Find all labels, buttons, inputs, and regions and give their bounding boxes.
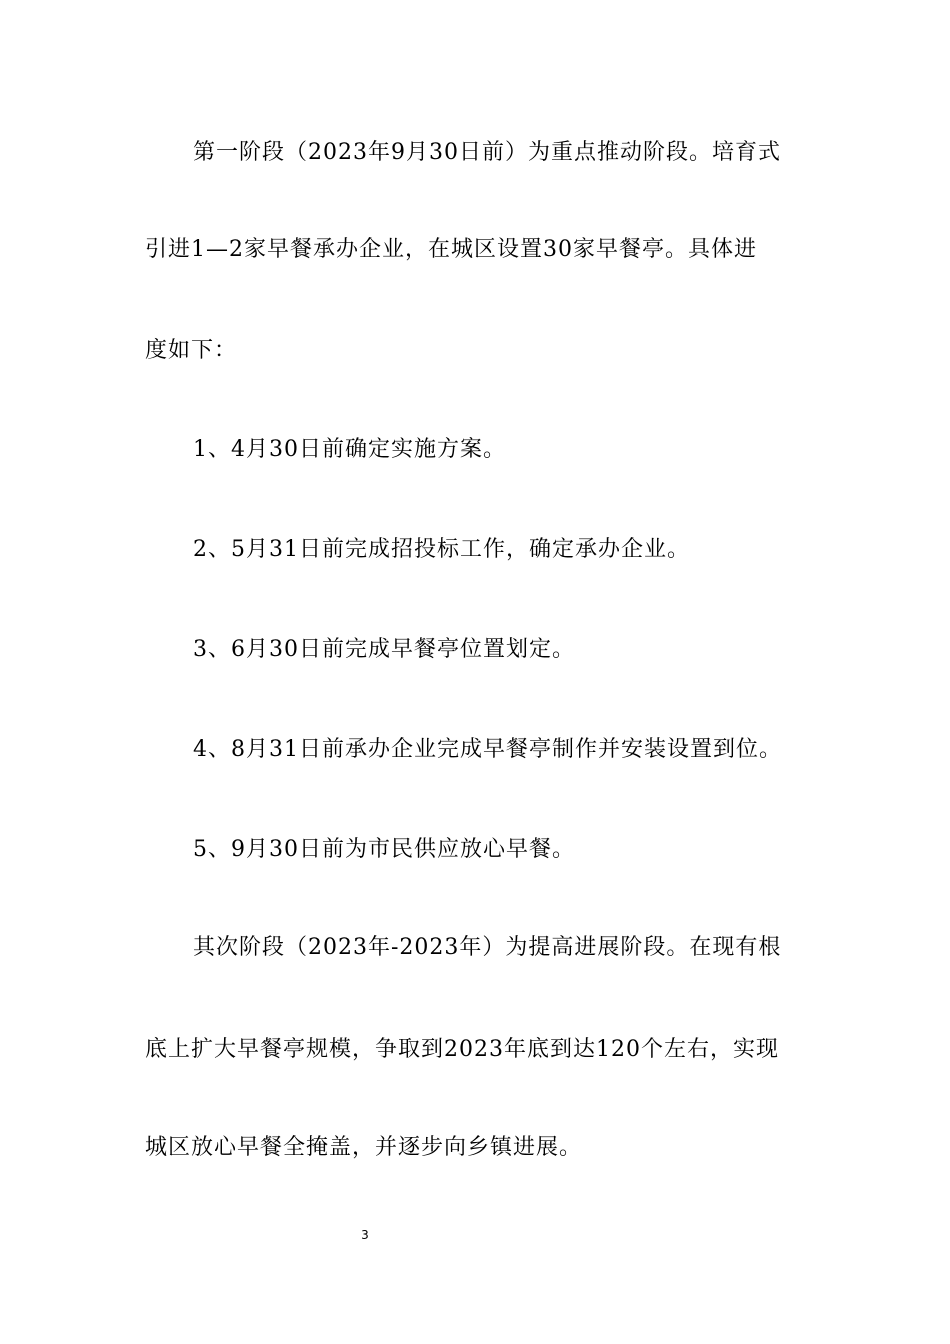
list-item: 4、8月31日前承办企业完成早餐亭制作并安装设置到位。: [193, 737, 782, 762]
list-item: 3、6月30日前完成早餐亭位置划定。: [193, 637, 575, 662]
list-item: 1、4月30日前确定实施方案。: [193, 437, 506, 462]
paragraph-line: 城区放心早餐全掩盖，并逐步向乡镇进展。: [145, 1135, 583, 1160]
paragraph-line: 底上扩大早餐亭规模，争取到2023年底到达120个左右，实现: [145, 1037, 779, 1062]
list-item: 5、9月30日前为市民供应放心早餐。: [193, 837, 575, 862]
paragraph-line: 其次阶段（2023年-2023年）为提高进展阶段。在现有根: [193, 935, 782, 960]
page-number: 3: [361, 1228, 369, 1242]
list-item: 2、5月31日前完成招投标工作，确定承办企业。: [193, 537, 690, 562]
paragraph-line: 度如下：: [145, 338, 238, 363]
paragraph-line: 第一阶段（2023年9月30日前）为重点推动阶段。培育式: [193, 140, 781, 165]
paragraph-line: 引进1—2家早餐承办企业，在城区设置30家早餐亭。具体进: [145, 237, 757, 262]
